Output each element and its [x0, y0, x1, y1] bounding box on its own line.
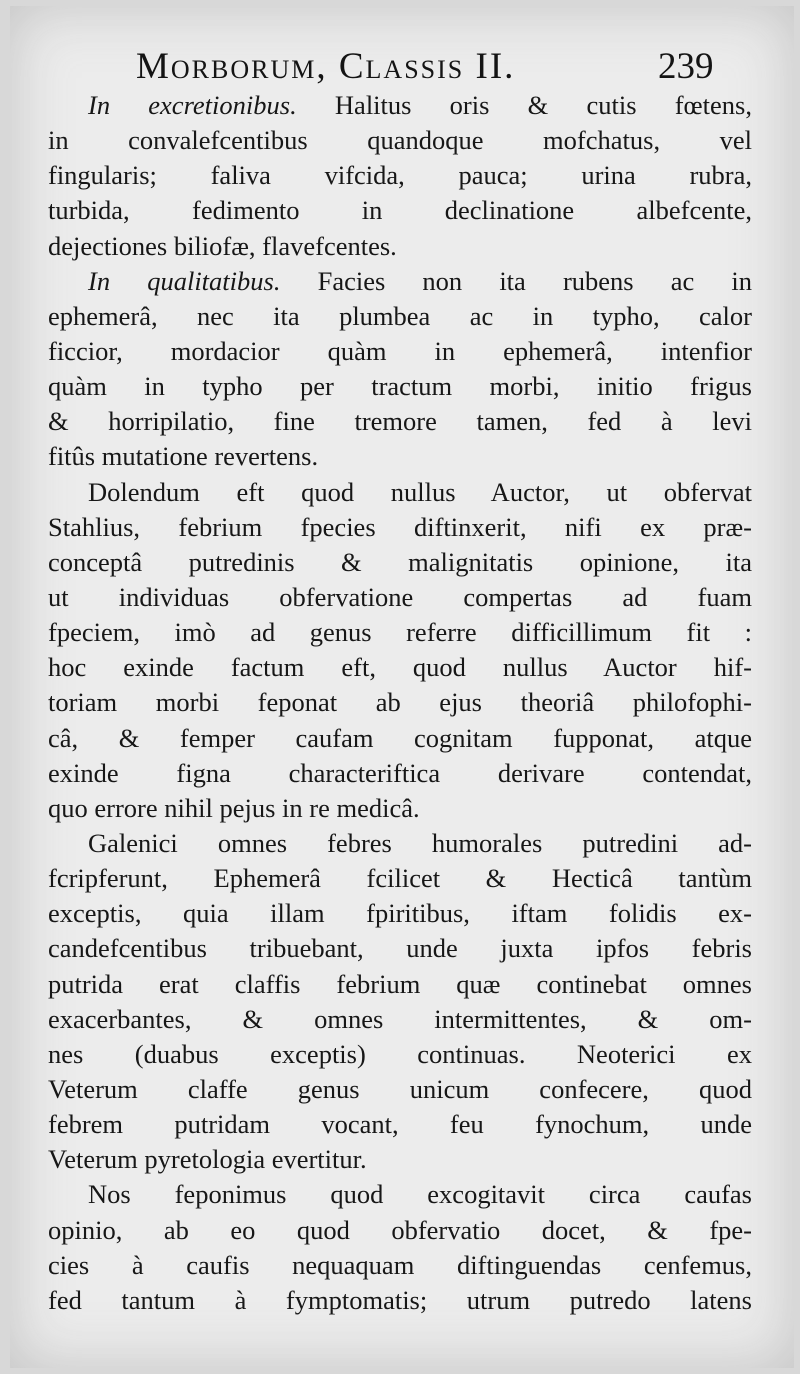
text-line: Veterum claffe genus unicum confecere, quod: [48, 1073, 752, 1104]
paragraph-lead: In excretionibus.: [88, 90, 297, 120]
text-line: toriam morbi feponat ab ejus theoriâ philofophi-: [48, 687, 752, 718]
paragraph-lead: In qualitatibus.: [88, 265, 281, 296]
text-line: conceptâ putredinis & malignitatis opinione, ita: [48, 546, 752, 577]
text-line: febrem putridam vocant, feu fynochum, unde: [48, 1109, 752, 1140]
running-title: Morborum, Classis II.: [136, 46, 516, 87]
text-line: Veterum pyretologia evertitur.: [48, 1144, 367, 1175]
text-line: Stahlius, febrium fpecies diftinxerit, nifi ex præ-: [48, 511, 752, 542]
text-line: Galenici omnes febres humorales putredini ad-: [88, 827, 752, 858]
text-line: opinio, ab eo quod obfervatio docet, & fpe-: [48, 1214, 752, 1245]
text-line: cies à caufis nequaquam diftinguendas cenfemus,: [48, 1249, 752, 1280]
body-text: [48, 88, 752, 1318]
text-line: ephemerâ, nec ita plumbea ac in typho, calor: [48, 300, 752, 331]
text-line: candefcentibus tribuebant, unde juxta ipfos febris: [48, 933, 752, 964]
text-line: exceptis, quia illam fpiritibus, iftam folidis ex-: [48, 898, 752, 929]
text-line: In qualitatibus. Facies non ita rubens ac in: [88, 265, 752, 296]
running-header: [136, 44, 714, 90]
text-line: ut individuas obfervatione compertas ad fuam: [48, 581, 752, 612]
text-line: fpeciem, imò ad genus referre difficillimum fit :: [48, 617, 752, 648]
text-line: exinde figna characteriftica derivare contendat,: [48, 757, 752, 788]
text-line: fed tantum à fymptomatis; utrum putredo latens: [48, 1284, 752, 1315]
text-line: turbida, fedimento in declinatione albefcente,: [48, 195, 752, 226]
text-line: in convalefcentibus quandoque mofchatus, vel: [48, 125, 752, 156]
text-line: & horripilatio, fine tremore tamen, fed à levi: [48, 406, 752, 437]
text-line: hoc exinde factum eft, quod nullus Auctor hif-: [48, 652, 752, 683]
text-line: câ, & femper caufam cognitam fupponat, atque: [48, 722, 752, 753]
text-line: quàm in typho per tractum morbi, initio frigus: [48, 371, 752, 402]
text-line: dejectiones biliofæ, flavefcentes.: [48, 230, 397, 261]
text-line: Dolendum eft quod nullus Auctor, ut obfervat: [88, 476, 752, 507]
text-line: fcripferunt, Ephemerâ fcilicet & Hecticâ tantùm: [48, 863, 752, 894]
text-line: Nos feponimus quod excogitavit circa caufas: [88, 1179, 752, 1210]
text-line: ficcior, mordacior quàm in ephemerâ, intenfior: [48, 335, 752, 366]
text-line: fitûs mutatione revertens.: [48, 441, 319, 472]
text-line: quo errore nihil pejus in re medicâ.: [48, 792, 420, 823]
text-line: nes (duabus exceptis) continuas. Neoterici ex: [48, 1038, 752, 1069]
page-number: 239: [658, 46, 714, 87]
text-line: fingularis; faliva vifcida, pauca; urina rubra,: [48, 160, 752, 191]
text-line: exacerbantes, & omnes intermittentes, & om-: [48, 1003, 752, 1034]
text-line: putrida erat claffis febrium quæ continebat omnes: [48, 968, 752, 999]
text-line: In excretionibus. Halitus oris & cutis fœtens,: [88, 90, 752, 120]
